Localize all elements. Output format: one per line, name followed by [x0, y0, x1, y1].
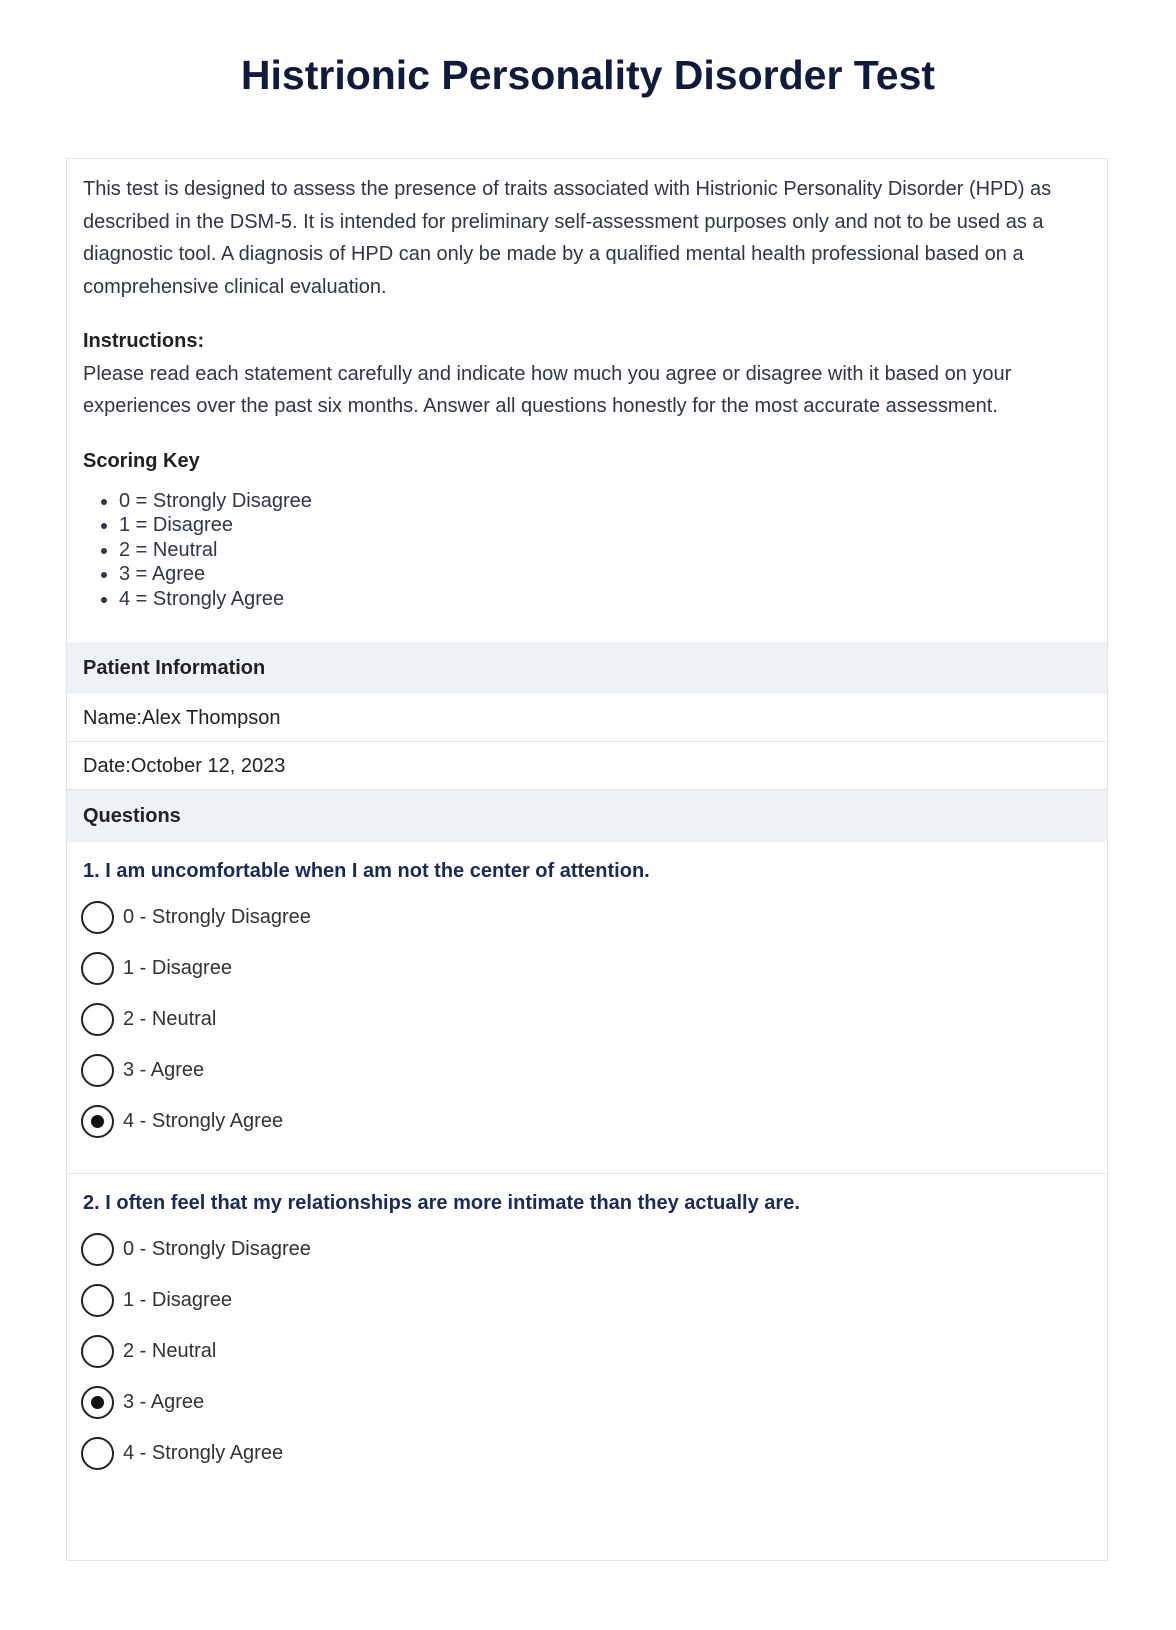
question — [67, 842, 1107, 1147]
patient-date-row — [67, 742, 1107, 790]
question-text: 1. I am uncomfortable when I am not the center of attention. — [83, 860, 650, 882]
radio-button[interactable] — [81, 901, 114, 934]
intro-section — [67, 159, 1107, 611]
answer-option[interactable] — [81, 994, 1093, 1045]
option-label: 4 - Strongly Agree — [123, 1442, 284, 1464]
instructions-title: Instructions: — [83, 330, 205, 352]
patient-name[interactable]: Alex Thompson — [141, 707, 281, 729]
answer-option[interactable] — [81, 1224, 1093, 1275]
scoring-key-item: • 4 = Strongly Agree — [119, 587, 1091, 612]
name-label: Name: — [83, 707, 142, 729]
radio-button[interactable] — [81, 1105, 114, 1138]
intro-text: This test is designed to assess the presence of traits associated with Histrionic Personality Disorder (HPD) as described in the DSM-5. It is intended for preliminary self-assessment purposes only and not to be used as a diagnostic tool. A diagnosis of HPD can only be made by a qualified mental health professional based on a comprehensive clinical evaluation. — [83, 178, 1052, 298]
questions-header: Questions — [67, 790, 1107, 842]
scoring-key-list — [119, 489, 1091, 612]
answer-option[interactable] — [81, 943, 1093, 994]
patient-date[interactable]: October 12, 2023 — [130, 755, 286, 777]
radio-button[interactable] — [81, 1003, 114, 1036]
scoring-key-item: • 0 = Strongly Disagree — [119, 489, 1091, 514]
scoring-key-item: • 2 = Neutral — [119, 538, 1091, 563]
answer-option[interactable] — [81, 1326, 1093, 1377]
option-label: 2 - Neutral — [123, 1008, 217, 1030]
radio-button[interactable] — [81, 1054, 114, 1087]
option-label: 0 - Strongly Disagree — [123, 906, 311, 928]
option-label: 1 - Disagree — [123, 1289, 232, 1311]
answer-option[interactable] — [81, 1045, 1093, 1096]
option-label: 3 - Agree — [123, 1391, 205, 1413]
question — [67, 1174, 1107, 1479]
answer-option[interactable] — [81, 1428, 1093, 1479]
radio-button[interactable] — [81, 1284, 114, 1317]
page-title: Histrionic Personality Disorder Test — [240, 52, 936, 98]
radio-button[interactable] — [81, 1386, 114, 1419]
radio-button[interactable] — [81, 1437, 114, 1470]
option-label: 4 - Strongly Agree — [123, 1110, 284, 1132]
date-label: Date: — [83, 755, 131, 777]
answer-option[interactable] — [81, 1096, 1093, 1147]
radio-button[interactable] — [81, 952, 114, 985]
patient-info-header: Patient Information — [67, 642, 1107, 694]
scoring-key-item: • 1 = Disagree — [119, 513, 1091, 538]
option-label: 1 - Disagree — [123, 957, 232, 979]
answer-option[interactable] — [81, 1377, 1093, 1428]
radio-button[interactable] — [81, 1335, 114, 1368]
test-form — [66, 158, 1108, 1561]
option-label: 3 - Agree — [123, 1059, 205, 1081]
option-label: 0 - Strongly Disagree — [123, 1238, 311, 1260]
scoring-key-item: • 3 = Agree — [119, 562, 1091, 587]
answer-option[interactable] — [81, 892, 1093, 943]
question-text: 2. I often feel that my relationships are more intimate than they actually are. — [83, 1192, 800, 1214]
scoring-key-title: Scoring Key — [83, 449, 200, 472]
patient-name-row — [67, 694, 1107, 742]
instructions-text: Please read each statement carefully and indicate how much you agree or disagree with it based on your experiences over the past six months. Answer all questions honestly for the most accurate assessment. — [83, 362, 1012, 417]
option-label: 2 - Neutral — [123, 1340, 217, 1362]
answer-option[interactable] — [81, 1275, 1093, 1326]
radio-button[interactable] — [81, 1233, 114, 1266]
